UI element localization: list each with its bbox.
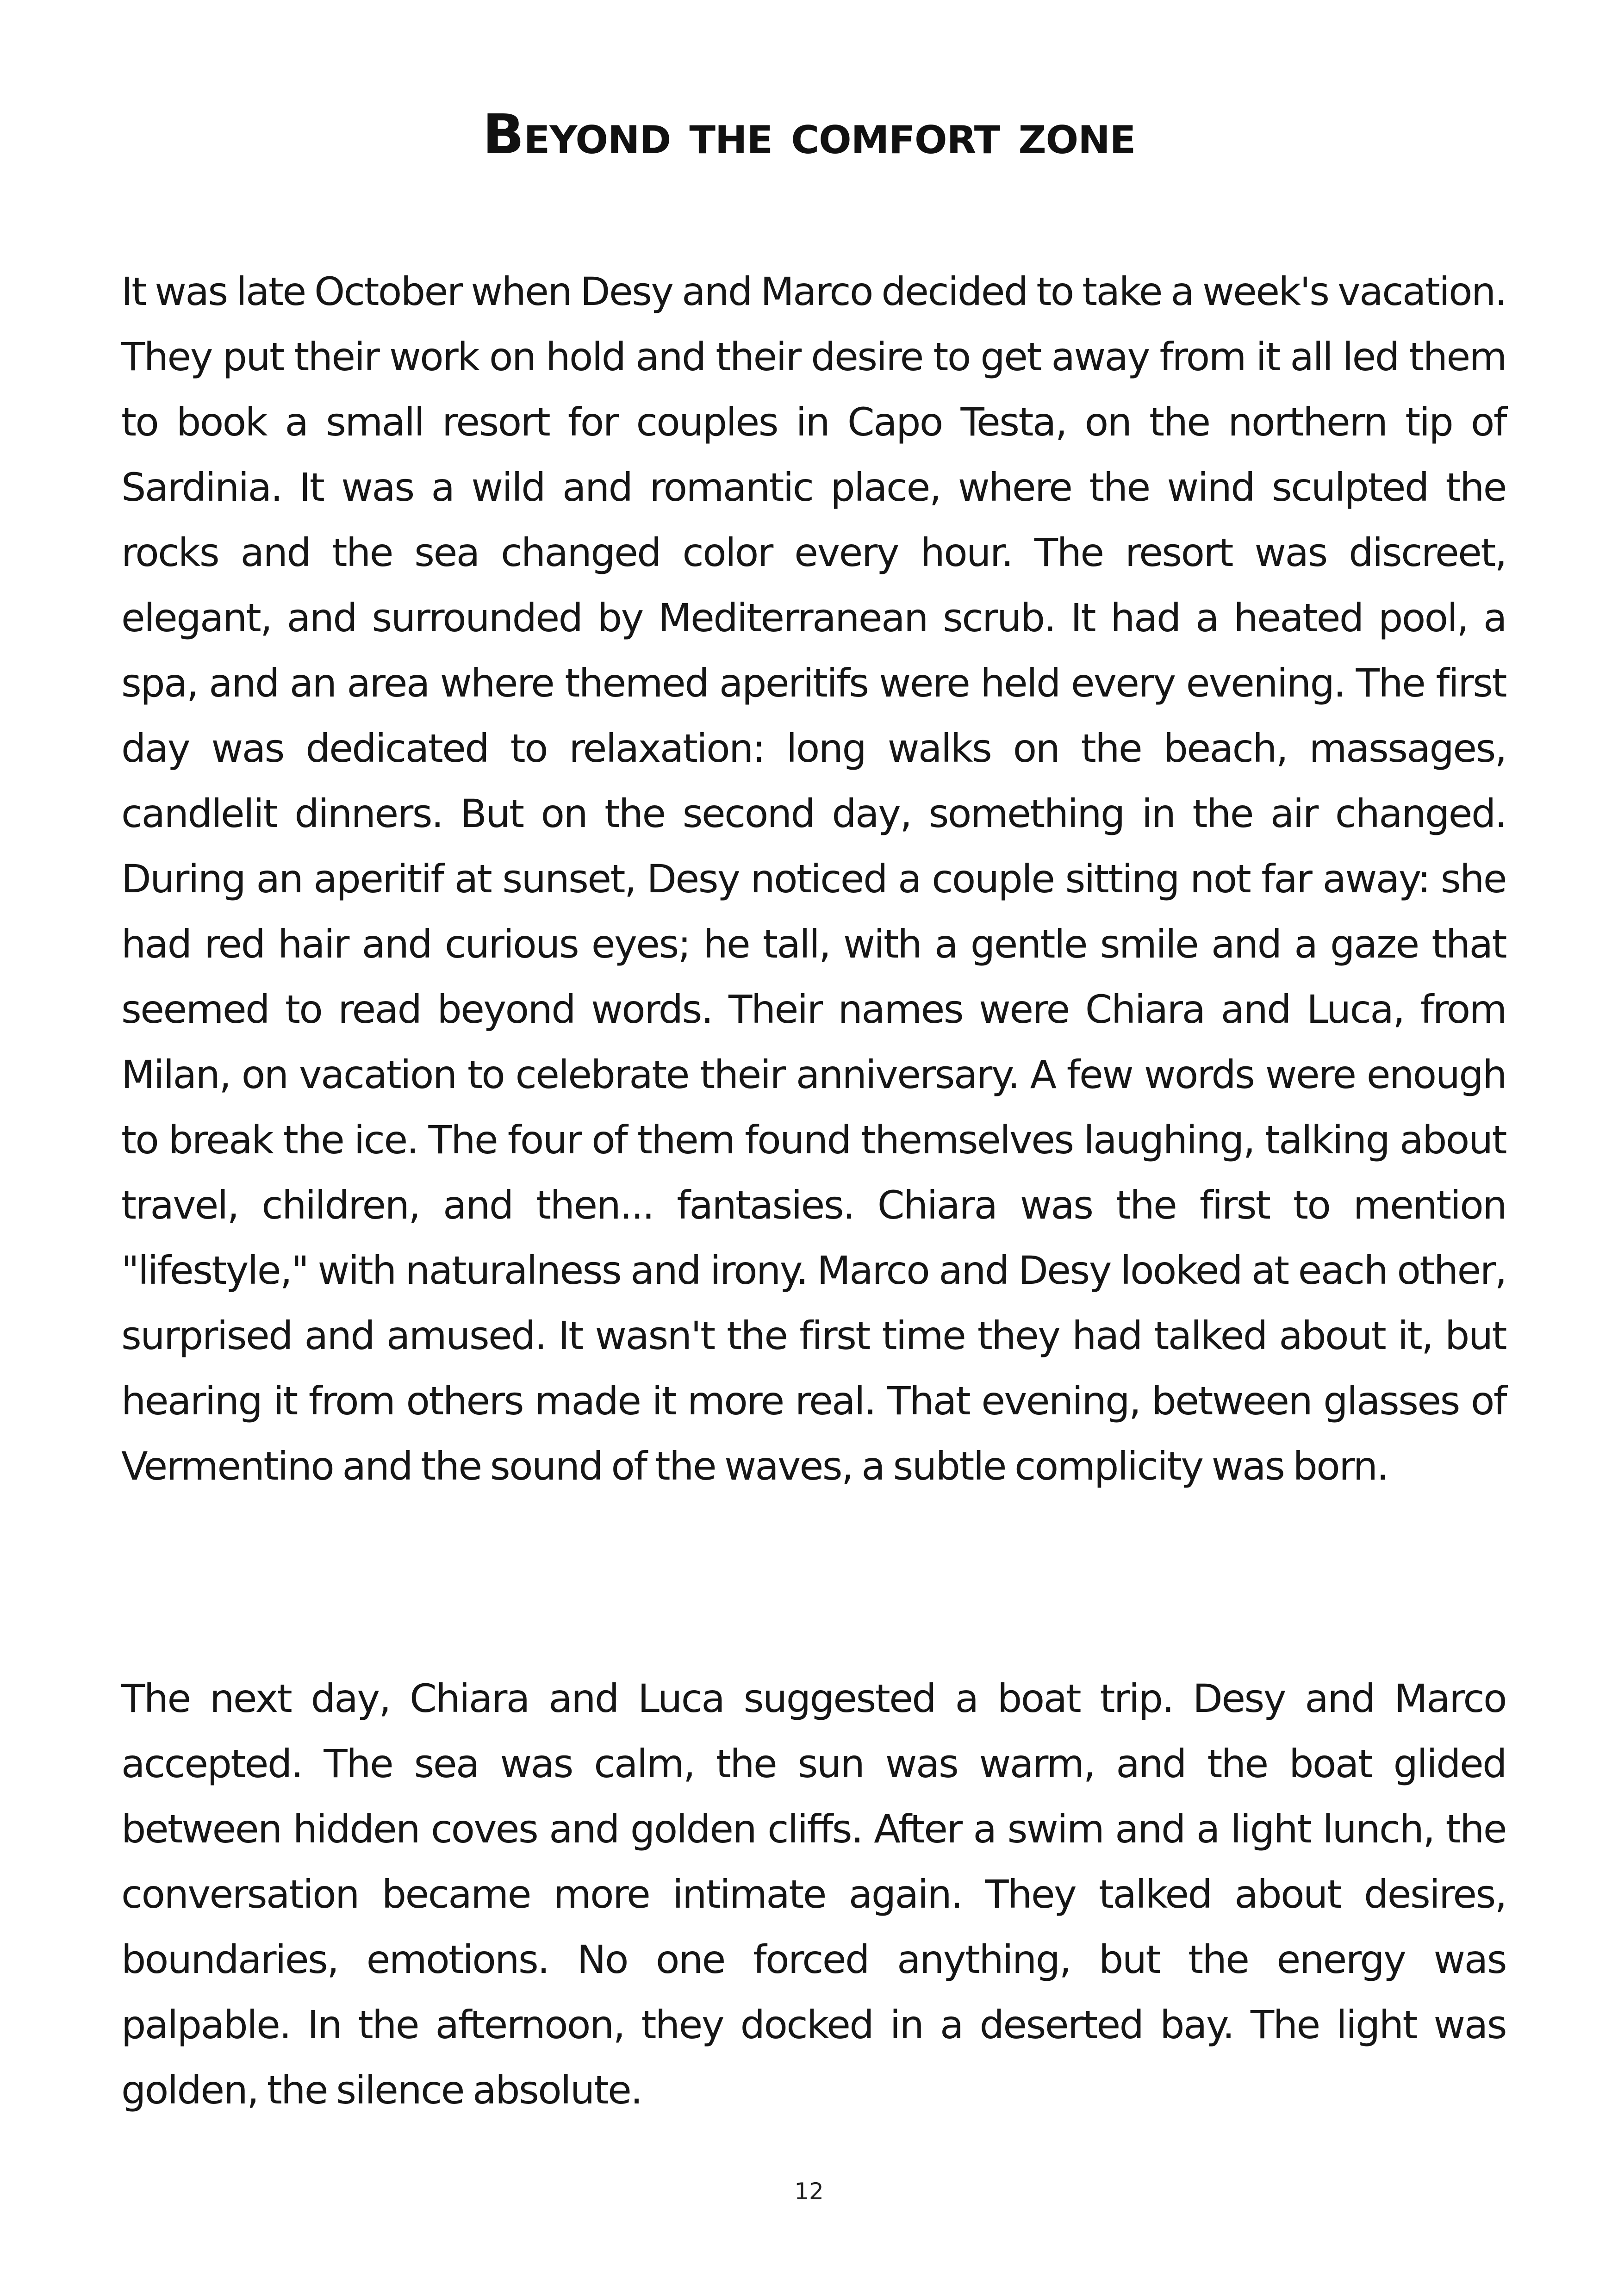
page-number: 12 xyxy=(794,2178,824,2205)
chapter-title: Beyond the comfort zone xyxy=(482,102,1136,166)
paragraph-1: It was late October when Desy and Marco decided to take a week's vacation. They put their work on hold and their desire to get away from it all led them to book a small resort for couples in Capo Testa, on the northern tip of Sardinia. It was a wild and romantic place, where the wind sculpted the rocks and the sea changed color every hour. The resort was discreet, elegant, and surrounded by Mediterranean scrub. It had a heated pool, a spa, and an area where themed aperitifs were held every evening. The first day was dedicated to relaxation: long walks on the beach, massages, candlelit dinners. But on the second day, something in the air changed. During an aperitif at sunset, Desy noticed a couple sitting not far away: she had red hair and curious eyes; he tall, with a gentle smile and a gaze that seemed to read beyond words. Their names were Chiara and Luca, from Milan, on vacation to celebrate their anniversary. A few words were enough to break the ice. The four of them found themselves laughing, talking about travel, children, and then... fantasies. Chiara was the first to mention "lifestyle," with naturalness and irony. Marco and Desy looked at each other, surprised and amused. It wasn't the first time they had talked about it, but hearing it from others made it more real. That evening, between glasses of Vermentino and the sound of the waves, a subtle complicity was born. xyxy=(121,269,1506,1489)
paragraph-2: The next day, Chiara and Luca suggested a boat trip. Desy and Marco accepted. The sea was calm, the sun was warm, and the boat glided between hidden coves and golden cliffs. After a swim and a light lunch, the conversation became more intimate again. They talked about desires, boundaries, emotions. No one forced anything, but the energy was palpable. In the afternoon, they docked in a deserted bay. The light was golden, the silence absolute. xyxy=(121,1676,1506,2113)
